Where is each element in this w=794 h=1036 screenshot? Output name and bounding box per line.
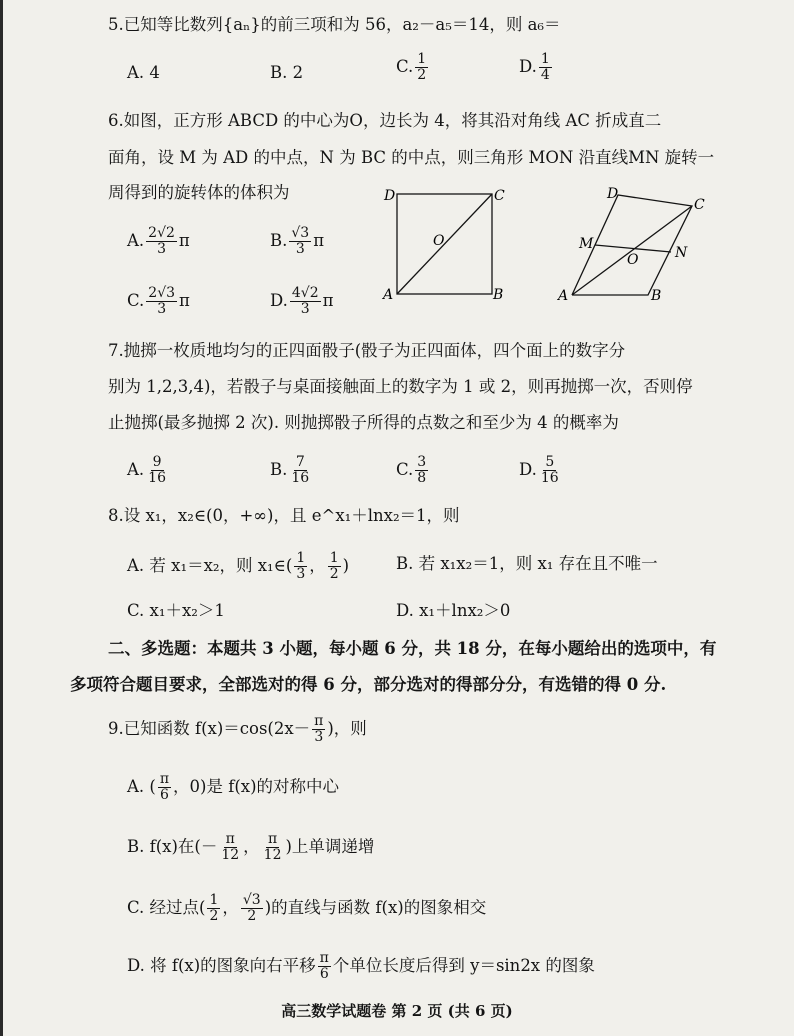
q5-stem: 5.已知等比数列{aₙ}的前三项和为 56，a₂－a₅＝14，则 a₆＝ (108, 15, 561, 34)
label-o: O (433, 233, 445, 249)
section2-line1: 二、多选题：本题共 3 小题，每小题 6 分，共 18 分，在每小题给出的选项中，有 (108, 639, 717, 658)
q9-stem: 9.已知函数 f(x)＝cos(2x－ $\frac{\pi}{3}$ )，则 (108, 713, 367, 745)
q9-option-c: C. 经过点( $\frac{1}{2}$ ， $\frac{√3}{2}$ )的直线与函数 f(x)的图象相交 (127, 892, 487, 924)
label-d2: D (607, 186, 619, 202)
q6-line1: 6.如图，正方形 ABCD 的中心为O，边长为 4，将其沿对角线 AC 折成直二 (108, 111, 662, 130)
square-figure (375, 182, 515, 307)
segment-mn (595, 245, 671, 252)
q7-line2: 别为 1,2,3,4)，若骰子与桌面接触面上的数字为 1 或 2，则再抛掷一次，否则停 (108, 377, 693, 396)
q7-option-d: D. $\frac{5}{16}$ (519, 454, 559, 486)
page-edge (0, 0, 3, 1036)
q5-option-d: D. $\frac{1}{4}$ (519, 51, 550, 83)
q9-option-d: D. 将 f(x)的图象向右平移 $\frac{\pi}{6}$ 个单位长度后得到 y＝sin2x 的图象 (127, 950, 595, 982)
q7-option-a: A. $\frac{9}{16}$ (127, 454, 166, 486)
label-c2: C (694, 197, 705, 213)
q8-option-a: A. 若 x₁＝x₂，则 x₁∈( $\frac{1}{3}$ ， $\frac{1}{2}$ ) (127, 550, 350, 582)
q6-option-d: D. $\frac{4√2}{3}$ π (270, 285, 334, 317)
q7-line3: 止抛掷(最多抛掷 2 次). 则抛掷骰子所得的点数之和至少为 4 的概率为 (108, 413, 619, 432)
folded-figure (555, 182, 715, 307)
label-b: B (493, 287, 504, 303)
q6-option-a: A. $\frac{2√2}{3}$ π (127, 225, 190, 257)
q7-option-c: C. $\frac{3}{8}$ (396, 454, 427, 486)
label-c: C (494, 188, 505, 204)
label-n2: N (675, 245, 688, 261)
q5-option-a: A. 4 (127, 63, 160, 82)
q9-option-b: B. f(x)在(－ $\frac{\pi}{12}$ ， $\frac{\pi}{12}$ )上单调递增 (127, 831, 375, 863)
q5-option-c: C. $\frac{1}{2}$ (396, 51, 427, 83)
q7-option-b: B. $\frac{7}{16}$ (270, 454, 310, 486)
q6-option-b: B. $\frac{√3}{3}$ π (270, 225, 325, 257)
label-o2: O (627, 252, 639, 268)
label-d: D (384, 188, 396, 204)
q8-stem: 8.设 x₁，x₂∈(0，+∞)，且 e^x₁＋lnx₂＝1，则 (108, 506, 460, 525)
diagonal-ac (397, 194, 492, 294)
q6-option-c: C. $\frac{2√3}{3}$ π (127, 285, 190, 317)
q9-option-a: A. ( $\frac{\pi}{6}$ ，0)是 f(x)的对称中心 (127, 771, 340, 803)
label-a2: A (558, 288, 569, 304)
page-footer: 高三数学试题卷 第 2 页 (共 6 页) (281, 1002, 513, 1020)
label-m2: M (579, 236, 594, 252)
q8-option-d: D. x₁＋lnx₂＞0 (396, 601, 511, 620)
q8-option-c: C. x₁＋x₂＞1 (127, 601, 225, 620)
q7-line1: 7.抛掷一枚质地均匀的正四面骰子(骰子为正四面体，四个面上的数字分 (108, 341, 626, 360)
q5-option-b: B. 2 (270, 63, 304, 82)
q8-option-b: B. 若 x₁x₂＝1，则 x₁ 存在且不唯一 (396, 554, 658, 573)
q6-line3: 周得到的旋转体的体积为 (108, 183, 290, 202)
label-b2: B (651, 288, 662, 304)
section2-line2: 多项符合题目要求，全部选对的得 6 分，部分选对的得部分分，有选错的得 0 分. (70, 675, 667, 694)
q6-line2: 面角，设 M 为 AD 的中点，N 为 BC 的中点，则三角形 MON 沿直线MN 旋转一 (108, 148, 715, 167)
label-a: A (383, 287, 394, 303)
